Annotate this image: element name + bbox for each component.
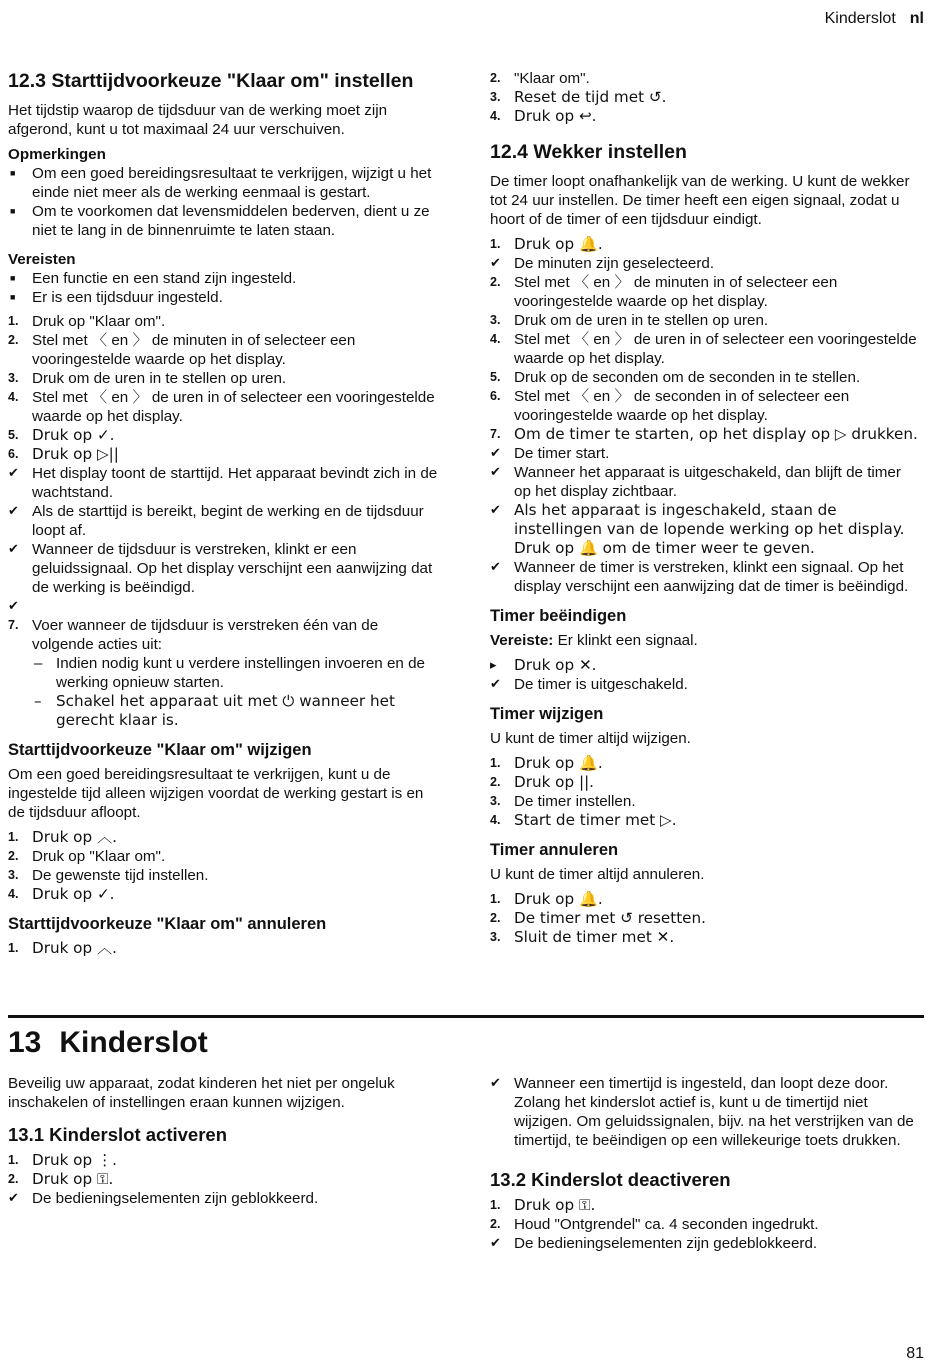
chapter-intro: Beveilig uw apparaat, zodat kinderen het niet per ongeluk inschakelen of instellingen eraan kunnen wijzigen. xyxy=(8,1075,395,1111)
chapter-left-column xyxy=(8,1074,440,1208)
section-12-4-intro: De timer loopt onafhankelijk van de werking. U kunt de wekker tot 24 uur instellen. De timer heeft een eigen signaal, zodat u hoort of de timer of een tijdsduur eindigt. xyxy=(490,173,910,228)
step-item: 2. Druk op ⚿. xyxy=(8,1170,114,1188)
activate-steps xyxy=(8,1151,440,1208)
running-header xyxy=(825,10,924,28)
step-item: 1. Druk op 🔔. xyxy=(490,754,603,772)
note-item: ■ Om te voorkomen dat levensmiddelen bederven, dient u ze niet te lang in de binnenruimte te laten staan. xyxy=(8,202,440,240)
chapter-divider xyxy=(8,1015,924,1018)
step-item: 7. Voer wanneer de tijdsduur is verstreken één van de volgende acties uit: – Indien nodig kunt u verdere instellingen invoeren en de werking opnieuw starten. – Schakel het apparaat uit met ⏻ wanneer het gerecht klaar is. xyxy=(8,616,440,730)
change-start-title: Starttijdvoorkeuze "Klaar om" wijzigen xyxy=(8,741,312,759)
step-item: 2. Houd "Ontgrendel" ca. 4 seconden ingedrukt. xyxy=(490,1216,819,1233)
step-item: 1. Druk op ⚿. xyxy=(490,1196,596,1214)
deactivate-steps xyxy=(490,1196,922,1253)
step-item: 3. De gewenste tijd instellen. xyxy=(8,867,209,884)
step-item: 3. De timer instellen. xyxy=(490,793,636,810)
result-item: ✔ Wanneer een timertijd is ingesteld, dan loopt deze door. Zolang het kinderslot actief is, kunt u de timertijd niet wijzigen. Om geluidssignalen, bijv. na het verstrijken van de timertijd, te beëindigen op een willekeurige toets drukken. xyxy=(490,1075,914,1149)
right-column xyxy=(490,69,922,947)
section-13-2-title: 13.2 Kinderslot deactiveren xyxy=(490,1169,731,1190)
chapter-name: Kinderslot xyxy=(59,1026,208,1059)
step-item: 3. Sluit de timer met ✕. xyxy=(490,928,675,946)
substep-item: – Schakel het apparaat uit met ⏻ wanneer het gerecht klaar is. xyxy=(32,692,440,730)
step-item: 5. Druk op ✓. xyxy=(8,426,115,444)
step-item: 4. Druk op ✓. xyxy=(8,885,115,903)
section-12-4-title: 12.4 Wekker instellen xyxy=(490,141,687,163)
requirement-item: ■ Er is een tijdsduur ingesteld. xyxy=(8,288,440,307)
step-item: 1. Druk op ︿. xyxy=(8,828,117,846)
alarm-steps xyxy=(490,235,922,596)
timer-end-title: Timer beëindigen xyxy=(490,607,627,625)
timer-cancel-title: Timer annuleren xyxy=(490,841,619,859)
section-13-1-title: 13.1 Kinderslot activeren xyxy=(8,1124,228,1145)
lock-note xyxy=(490,1074,922,1150)
notes-list xyxy=(8,164,440,240)
timer-end-steps xyxy=(490,656,922,694)
chapter-title xyxy=(8,1024,208,1062)
step-item: 4. Stel met 〈 en 〉 de uren in of selecteer een vooringestelde waarde op het display. xyxy=(490,331,917,367)
step-item: ▸ Druk op ✕. xyxy=(490,656,597,674)
page-number: 81 xyxy=(906,1345,924,1362)
timer-change-intro: U kunt de timer altijd wijzigen. xyxy=(490,730,691,747)
substeps-list xyxy=(32,654,440,730)
continued-steps xyxy=(490,69,922,126)
step-item: 2. Druk op "Klaar om". xyxy=(8,848,166,865)
step-item: 2. Druk op ||. xyxy=(490,773,595,791)
section-12-3-title: 12.3 Starttijdvoorkeuze "Klaar om" instellen xyxy=(8,70,414,92)
step-item: 3. Druk om de uren in te stellen op uren. xyxy=(8,370,287,387)
requirement-item: ■ Een functie en een stand zijn ingesteld. xyxy=(8,269,440,288)
timer-change-steps xyxy=(490,754,922,830)
step-item: 4. Start de timer met ▷. xyxy=(490,811,677,829)
step-item: 5. Druk op de seconden om de seconden in te stellen. xyxy=(490,369,861,386)
cancel-start-steps xyxy=(8,939,440,958)
chapter-number: 13 xyxy=(8,1026,42,1059)
step-item: 1. Druk op 🔔. xyxy=(490,890,603,908)
chapter-right-column xyxy=(490,1074,922,1253)
timer-change-title: Timer wijzigen xyxy=(490,705,604,723)
step-item: 2. De timer met ↺ resetten. xyxy=(490,909,706,927)
substep-item: – Indien nodig kunt u verdere instellingen invoeren en de werking opnieuw starten. xyxy=(32,654,440,692)
header-section: Kinderslot xyxy=(824,10,896,27)
step-item: 2. Stel met 〈 en 〉 de minuten in of selecteer een vooringestelde waarde op het display. xyxy=(8,332,356,368)
step-item: 4. Druk op ↩. xyxy=(490,107,597,125)
notes-heading: Opmerkingen xyxy=(8,146,106,163)
step-item: 1. Druk op ⋮. xyxy=(8,1151,117,1169)
result-item: ✔ Wanneer de tijdsduur is verstreken, klinkt er een geluidssignaal. Op het display verschijnt een aanwijzing dat de werking is beëindigd. xyxy=(8,541,433,596)
step-item: 7. Om de timer te starten, op het display op ▷ drukken. xyxy=(490,425,918,443)
result-item: ✔ De bedieningselementen zijn gedeblokkeerd. xyxy=(490,1235,818,1252)
steps-list xyxy=(8,312,440,730)
step-item: 1. Druk op "Klaar om". xyxy=(8,313,166,330)
step-item: 4. Stel met 〈 en 〉 de uren in of selecteer een vooringestelde waarde op het display. xyxy=(8,389,435,425)
change-start-intro: Om een goed bereidingsresultaat te verkrijgen, kunt u de ingestelde tijd alleen wijzigen voordat de werking gestart is en de tijdsduur afloopt. xyxy=(8,766,424,821)
step-item: 3. Reset de tijd met ↺. xyxy=(490,88,667,106)
requirements-heading: Vereisten xyxy=(8,251,76,268)
step-item: 6. Druk op ▷|| xyxy=(8,445,119,463)
step-item: 2. Stel met 〈 en 〉 de minuten in of selecteer een vooringestelde waarde op het display. xyxy=(490,274,838,310)
result-item: ✔ De timer start. xyxy=(490,445,610,462)
cancel-start-title: Starttijdvoorkeuze "Klaar om" annuleren xyxy=(8,915,327,933)
result-item: ✔ Als het apparaat is ingeschakeld, staan de instellingen van de lopende werking op het display. Druk op 🔔 om de timer weer te geven. xyxy=(490,501,905,557)
change-start-steps xyxy=(8,828,440,904)
result-item: ✔ Het display toont de starttijd. Het apparaat bevindt zich in de wachtstand. xyxy=(8,465,438,501)
result-item: ✔ De timer is uitgeschakeld. xyxy=(490,676,688,693)
step-item: 1. Druk op ︿. xyxy=(8,939,117,957)
left-column xyxy=(8,69,440,958)
result-item-empty: ✔ xyxy=(8,599,19,614)
result-item: ✔ Als de starttijd is bereikt, begint de werking en de tijdsduur loopt af. xyxy=(8,503,424,539)
step-item: 6. Stel met 〈 en 〉 de seconden in of selecteer een vooringestelde waarde op het display. xyxy=(490,388,850,424)
timer-cancel-intro: U kunt de timer altijd annuleren. xyxy=(490,866,705,883)
timer-end-requirement: Vereiste: Er klinkt een signaal. xyxy=(490,632,698,649)
note-item: ■ Om een goed bereidingsresultaat te verkrijgen, wijzigt u het einde niet meer als de werking eenmaal is gestart. xyxy=(8,164,440,202)
step-item: 1. Druk op 🔔. xyxy=(490,235,603,253)
step-item: 3. Druk om de uren in te stellen op uren. xyxy=(490,312,769,329)
result-item: ✔ Wanneer de timer is verstreken, klinkt een signaal. Op het display verschijnt een aanwijzing dat de timer is beëindigd. xyxy=(490,559,909,595)
step-item: 2. "Klaar om". xyxy=(490,70,590,87)
timer-cancel-steps xyxy=(490,890,922,947)
result-item: ✔ De bedieningselementen zijn geblokkeerd. xyxy=(8,1190,319,1207)
requirements-list xyxy=(8,269,440,307)
result-item: ✔ De minuten zijn geselecteerd. xyxy=(490,255,715,272)
section-12-3-intro: Het tijdstip waarop de tijdsduur van de werking moet zijn afgerond, kunt u tot maximaal 24 uur verschuiven. xyxy=(8,102,388,138)
header-lang: nl xyxy=(909,10,924,27)
result-item: ✔ Wanneer het apparaat is uitgeschakeld, dan blijft de timer op het display zichtbaar. xyxy=(490,464,901,500)
